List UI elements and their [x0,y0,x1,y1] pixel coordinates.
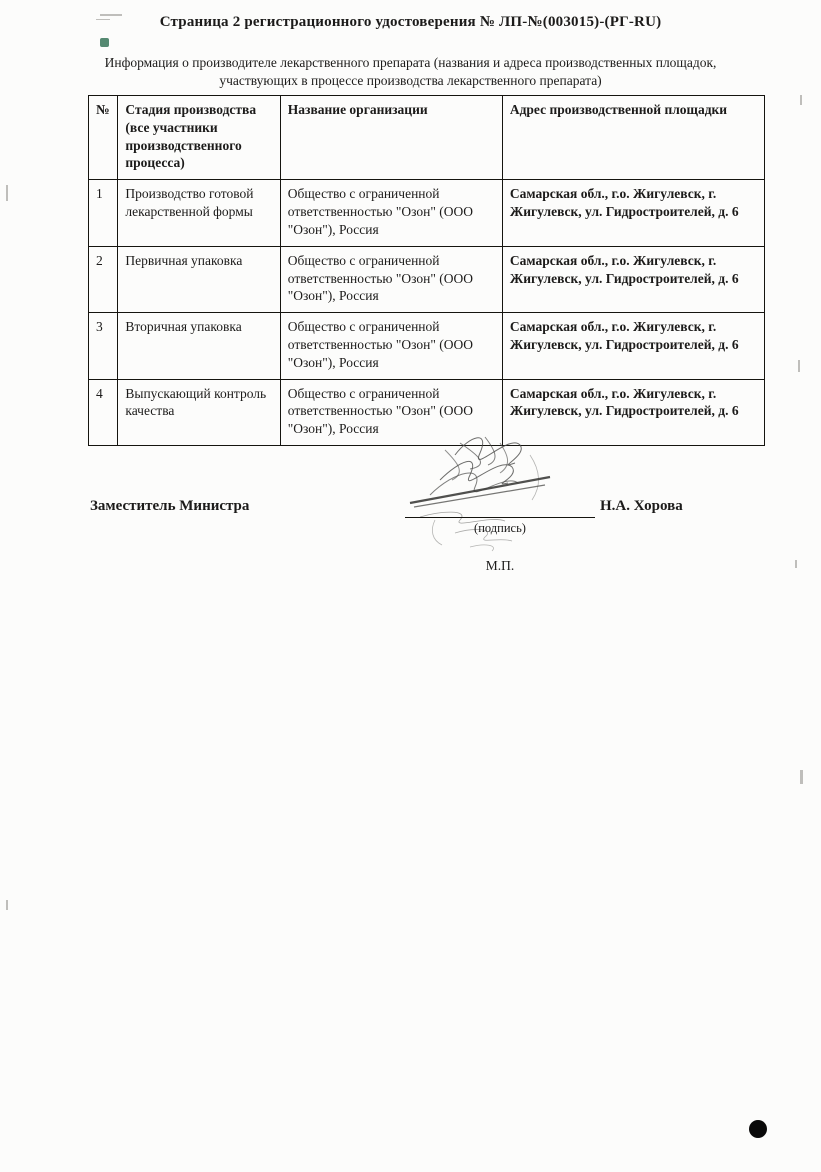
signature-caption: (подпись) [474,521,526,535]
manufacturer-table [88,95,765,446]
table-row [89,180,765,246]
cell-organization: Общество с ограниченной ответственностью "Озон" (ООО "Озон"), Россия [280,313,502,379]
signatory-name: Н.А. Хорова [600,498,683,514]
cell-organization: Общество с ограниченной ответственностью "Озон" (ООО "Озон"), Россия [280,180,502,246]
cell-stage: Вторичная упаковка [118,313,280,379]
signatory-role: Заместитель Министра [90,498,250,514]
cell-number: 4 [89,379,118,445]
seal-placeholder: М.П. [485,558,515,573]
cell-number: 1 [89,180,118,246]
cell-stage: Производство готовой лекарственной формы [118,180,280,246]
cell-stage: Выпускающий контроль качества [118,379,280,445]
scan-artifact [96,19,110,20]
page-title: Страница 2 регистрационного удостоверения № ЛП-№(003015)-(РГ-RU) [159,14,662,30]
scan-artifact [100,14,122,16]
table-row [89,246,765,312]
scan-artifact [798,360,800,372]
cell-number: 3 [89,313,118,379]
cell-address: Самарская обл., г.о. Жигулевск, г. Жигулевск, ул. Гидростроителей, д. 6 [502,180,764,246]
signature-scribble-icon [400,425,610,565]
scan-artifact [6,185,8,201]
cell-organization: Общество с ограниченной ответственностью "Озон" (ООО "Озон"), Россия [280,379,502,445]
document-subtitle: Информация о производителе лекарственного препарата (названия и адреса производственных площадок, участвующих в процессе производства лекарственного препарата) [104,55,717,89]
table-header-row [89,96,765,180]
cell-address: Самарская обл., г.о. Жигулевск, г. Жигулевск, ул. Гидростроителей, д. 6 [502,379,764,445]
cell-stage: Первичная упаковка [118,246,280,312]
cell-organization: Общество с ограниченной ответственностью "Озон" (ООО "Озон"), Россия [280,246,502,312]
header-number: № [89,96,118,180]
header-address: Адрес производственной площадки [502,96,764,180]
signature-line [405,517,595,518]
header-stage: Стадия производства (все участники производственного процесса) [118,96,280,180]
scan-artifact [6,900,8,910]
cell-number: 2 [89,246,118,312]
signature-block [0,470,821,600]
header-organization: Название организации [280,96,502,180]
cell-address: Самарская обл., г.о. Жигулевск, г. Жигулевск, ул. Гидростроителей, д. 6 [502,313,764,379]
scan-artifact [100,38,109,47]
cell-address: Самарская обл., г.о. Жигулевск, г. Жигулевск, ул. Гидростроителей, д. 6 [502,246,764,312]
scan-artifact [800,770,803,784]
scan-artifact [795,560,797,568]
table-row [89,313,765,379]
scan-artifact [800,95,802,105]
scan-dot-artifact [749,1120,767,1138]
